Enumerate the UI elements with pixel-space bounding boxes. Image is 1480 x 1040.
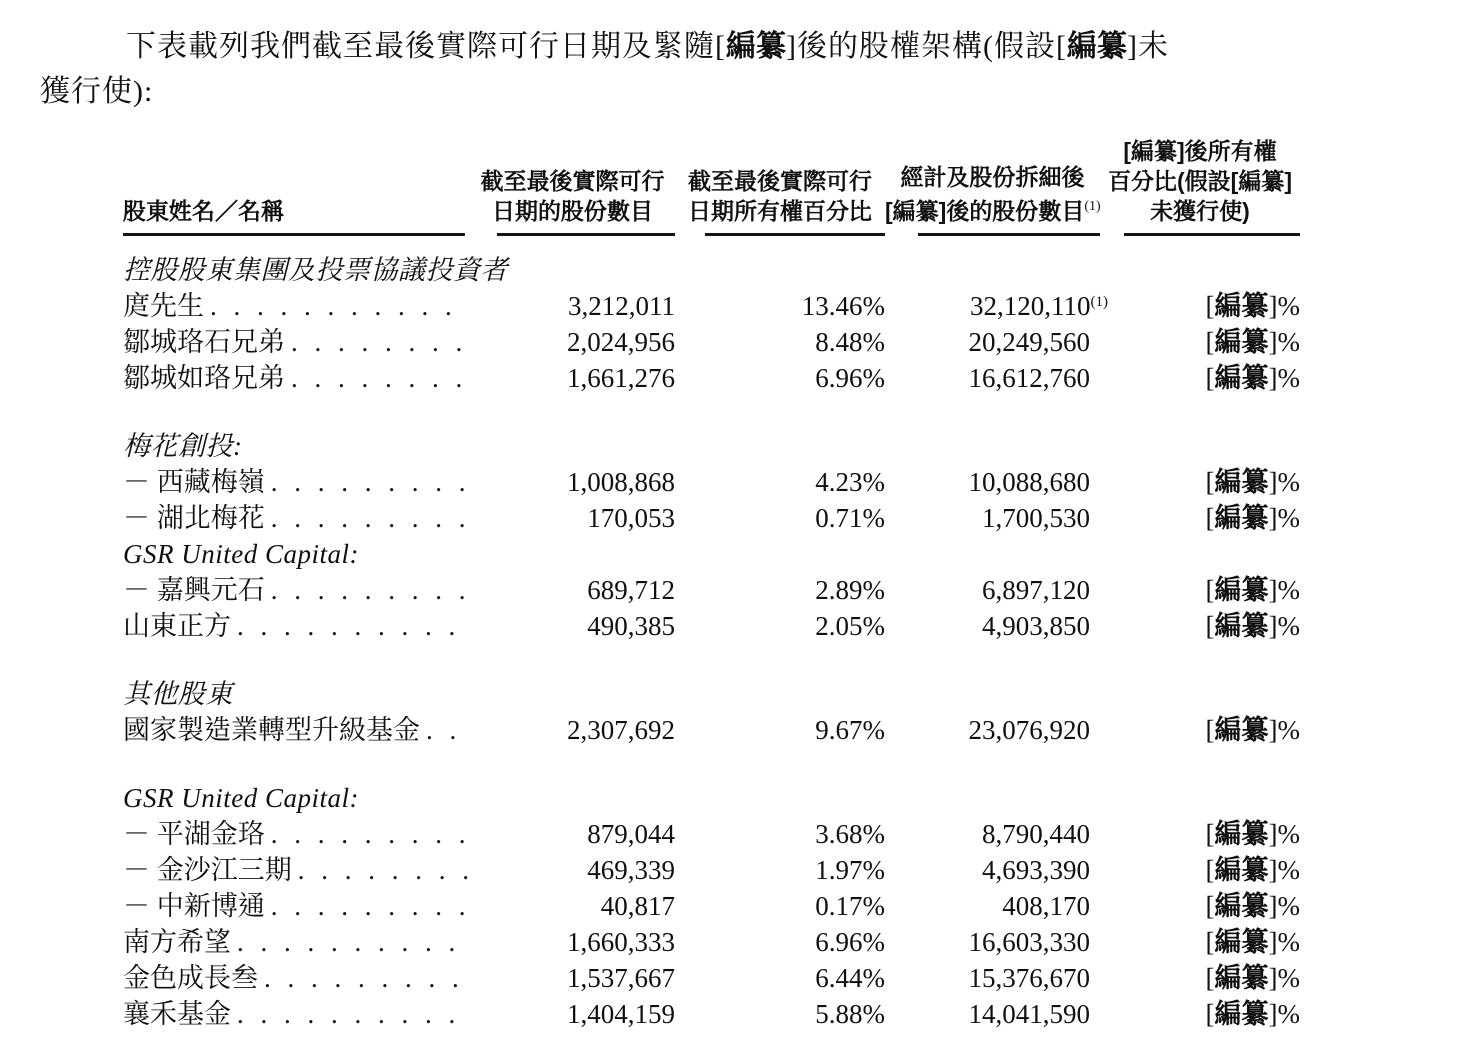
redacted-placeholder: 編纂	[1214, 963, 1269, 993]
ownership-pct-current-value: 0.17%	[815, 891, 885, 921]
shareholder-name-cell	[123, 852, 470, 888]
section-heading: 其他股東	[123, 679, 233, 709]
dot-leader	[298, 852, 470, 888]
shareholder-name-cell	[123, 464, 470, 500]
section-heading: GSR United Capital:	[123, 539, 359, 569]
table-row	[123, 324, 1300, 360]
shares-post-value: 16,612,760	[968, 363, 1090, 393]
shares-post-value: 1,700,530	[982, 503, 1090, 533]
table-row	[123, 888, 1300, 924]
redacted-placeholder: 編纂	[1214, 855, 1269, 885]
table-row	[123, 960, 1300, 996]
intro-text: 下表載列我們截至最後實際可行日期及緊隨[	[126, 30, 726, 63]
row-spacer	[123, 644, 1300, 676]
section-row	[123, 536, 1300, 572]
shares-current-value: 40,817	[600, 891, 675, 921]
dot-leader	[237, 924, 470, 960]
table-row	[123, 816, 1300, 852]
ownership-pct-post-value: [編纂]%	[1205, 891, 1300, 921]
shareholder-name: 襄禾基金	[123, 999, 231, 1029]
shareholder-name-cell	[123, 888, 470, 924]
ownership-pct-current-value: 6.96%	[815, 927, 885, 957]
shares-current-value: 1,008,868	[567, 467, 675, 497]
shareholder-name-cell	[123, 816, 470, 852]
shares-post-value: 408,170	[1002, 891, 1090, 921]
dot-leader	[264, 960, 470, 996]
redacted-placeholder: 編纂	[1214, 503, 1269, 533]
ownership-pct-current-value: 2.89%	[815, 575, 885, 605]
table-row	[123, 712, 1300, 748]
dot-leader	[237, 996, 470, 1032]
ownership-pct-current-value: 13.46%	[801, 291, 885, 321]
shares-post-value: 16,603,330	[968, 927, 1090, 957]
shares-current-value: 2,024,956	[567, 327, 675, 357]
header-rule	[123, 233, 465, 236]
ownership-pct-post-value: [編纂]%	[1205, 819, 1300, 849]
table-row	[123, 572, 1300, 608]
ownership-pct-current-value: 6.44%	[815, 963, 885, 993]
shareholder-name: 國家製造業轉型升級基金	[123, 715, 420, 745]
shares-post-value: 23,076,920	[968, 715, 1090, 745]
shares-current-value: 1,661,276	[567, 363, 675, 393]
redacted-placeholder: 編纂	[1214, 575, 1269, 605]
redacted-placeholder: 編纂	[1214, 291, 1269, 321]
section-row	[123, 780, 1300, 816]
redacted-placeholder: 編纂	[1214, 927, 1269, 957]
section-heading: 控股股東集團及投票協議投資者	[123, 255, 508, 285]
table-row	[123, 500, 1300, 536]
shares-post-value: 8,790,440	[982, 819, 1090, 849]
shares-post-value: 15,376,670	[968, 963, 1090, 993]
ownership-pct-post-value: [編纂]%	[1205, 927, 1300, 957]
shareholder-name: － 中新博通	[123, 891, 265, 921]
table-row	[123, 924, 1300, 960]
ownership-pct-current-value: 6.96%	[815, 363, 885, 393]
redacted-placeholder: 編纂	[1214, 327, 1269, 357]
ownership-pct-post-value: [編纂]%	[1205, 291, 1300, 321]
ownership-pct-post-value: [編纂]%	[1205, 363, 1300, 393]
ownership-pct-post-value: [編纂]%	[1205, 855, 1300, 885]
ownership-pct-current-value: 2.05%	[815, 611, 885, 641]
section-row	[123, 428, 1300, 464]
footnote-marker: (1)	[1084, 199, 1101, 214]
dot-leader	[271, 500, 470, 536]
shares-current-value: 170,053	[587, 503, 675, 533]
redacted-placeholder: 編纂	[1214, 467, 1269, 497]
ownership-pct-current-value: 9.67%	[815, 715, 885, 745]
intro-text: ]後的股權架構(假設[	[786, 30, 1067, 63]
table-body	[123, 252, 1300, 1032]
header-rule	[497, 233, 675, 236]
row-spacer	[123, 748, 1300, 780]
ownership-pct-post-value: [編纂]%	[1205, 715, 1300, 745]
shareholder-name: 鄒城如珞兄弟	[123, 363, 285, 393]
dot-leader	[210, 288, 470, 324]
header-shares-current: 截至最後實際可行 日期的股份數目	[470, 166, 675, 236]
shareholder-name-cell	[123, 712, 470, 748]
ownership-pct-post-value: [編纂]%	[1205, 963, 1300, 993]
shareholder-name-cell	[123, 360, 470, 396]
ownership-pct-current-value: 8.48%	[815, 327, 885, 357]
shareholder-name: － 金沙江三期	[123, 855, 292, 885]
shares-post-value: 4,903,850	[982, 611, 1090, 641]
dot-leader	[271, 816, 470, 852]
header-rule	[918, 233, 1100, 236]
shareholder-name-cell	[123, 960, 470, 996]
shareholder-name-cell	[123, 324, 470, 360]
redacted-placeholder: 編纂	[1214, 891, 1269, 921]
shareholder-name: 山東正方	[123, 611, 231, 641]
ownership-pct-post-value: [編纂]%	[1205, 503, 1300, 533]
shareholder-name-cell	[123, 608, 470, 644]
shareholder-name: 金色成長叁	[123, 963, 258, 993]
shareholder-name-cell	[123, 924, 470, 960]
shareholder-name-cell	[123, 500, 470, 536]
shares-post-value: 32,120,110$^{(1)}$	[970, 291, 1108, 321]
shares-current-value: 1,660,333	[567, 927, 675, 957]
intro-line-2	[40, 69, 1340, 114]
table-row	[123, 360, 1300, 396]
dot-leader	[291, 360, 470, 396]
dot-leader	[271, 888, 470, 924]
shareholder-name: － 平湖金珞	[123, 819, 265, 849]
intro-text: 獲行使):	[40, 75, 154, 108]
row-spacer	[123, 396, 1300, 428]
redacted-placeholder: 編纂	[1214, 363, 1269, 393]
table-row	[123, 996, 1300, 1032]
shares-current-value: 2,307,692	[567, 715, 675, 745]
ownership-pct-current-value: 3.68%	[815, 819, 885, 849]
shareholder-name-cell	[123, 288, 470, 324]
redacted-placeholder: 編纂	[1214, 715, 1269, 745]
dot-leader	[237, 608, 470, 644]
ownership-pct-current-value: 4.23%	[815, 467, 885, 497]
ownership-pct-current-value: 1.97%	[815, 855, 885, 885]
shareholder-name: － 嘉興元石	[123, 575, 265, 605]
footnote-marker: (1)	[1090, 294, 1108, 310]
shareholder-name: 南方希望	[123, 927, 231, 957]
ownership-pct-post-value: [編纂]%	[1205, 467, 1300, 497]
header-shareholder-name: 股東姓名／名稱	[123, 196, 470, 236]
redacted-placeholder: 編纂	[1214, 611, 1269, 641]
shareholder-name: － 西藏梅嶺	[123, 467, 265, 497]
shares-post-value: 10,088,680	[968, 467, 1090, 497]
dot-leader	[271, 572, 470, 608]
intro-line-1	[40, 24, 1340, 69]
shareholder-name: 庹先生	[123, 291, 204, 321]
shares-current-value: 3,212,011	[568, 291, 675, 321]
table-row	[123, 464, 1300, 500]
dot-leader	[426, 712, 470, 748]
table-row	[123, 608, 1300, 644]
dot-leader	[291, 324, 470, 360]
header-ownership-pct-post: [編纂]後所有權 百分比(假設[編纂] 未獲行使)	[1100, 136, 1300, 236]
table-header	[123, 126, 1300, 236]
shares-current-value: 1,404,159	[567, 999, 675, 1029]
ownership-pct-post-value: [編纂]%	[1205, 327, 1300, 357]
shareholder-name: 鄒城珞石兄弟	[123, 327, 285, 357]
section-heading: 梅花創投:	[123, 431, 243, 461]
ownership-pct-current-value: 0.71%	[815, 503, 885, 533]
redacted-placeholder: 編纂	[726, 30, 786, 63]
table-row	[123, 288, 1300, 324]
shares-current-value: 689,712	[587, 575, 675, 605]
header-ownership-pct-current: 截至最後實際可行 日期所有權百分比	[675, 166, 885, 236]
shares-current-value: 490,385	[587, 611, 675, 641]
shareholder-name-cell	[123, 572, 470, 608]
ownership-pct-current-value: 5.88%	[815, 999, 885, 1029]
ownership-pct-post-value: [編纂]%	[1205, 575, 1300, 605]
shareholder-name: － 湖北梅花	[123, 503, 265, 533]
ownership-pct-post-value: [編纂]%	[1205, 611, 1300, 641]
ownership-pct-post-value: [編纂]%	[1205, 999, 1300, 1029]
header-rule	[1124, 233, 1300, 236]
shares-post-value: 6,897,120	[982, 575, 1090, 605]
intro-paragraph	[40, 24, 1340, 114]
shares-current-value: 879,044	[587, 819, 675, 849]
table-row	[123, 852, 1300, 888]
redacted-placeholder: 編纂	[1214, 999, 1269, 1029]
dot-leader	[271, 464, 470, 500]
shares-post-value: 20,249,560	[968, 327, 1090, 357]
shareholder-name-cell	[123, 996, 470, 1032]
shares-current-value: 469,339	[587, 855, 675, 885]
header-shares-post: 經計及股份拆細後 [編纂]後的股份數目$^{(1)}$	[885, 162, 1100, 236]
section-row	[123, 676, 1300, 712]
section-row	[123, 252, 1300, 288]
intro-text: ]未	[1126, 30, 1169, 63]
section-heading: GSR United Capital:	[123, 783, 359, 813]
shareholding-table	[123, 126, 1300, 1032]
shares-current-value: 1,537,667	[567, 963, 675, 993]
shares-post-value: 4,693,390	[982, 855, 1090, 885]
header-rule	[705, 233, 885, 236]
redacted-placeholder: 編纂	[1214, 819, 1269, 849]
shares-post-value: 14,041,590	[968, 999, 1090, 1029]
redacted-placeholder: 編纂	[1066, 30, 1127, 63]
